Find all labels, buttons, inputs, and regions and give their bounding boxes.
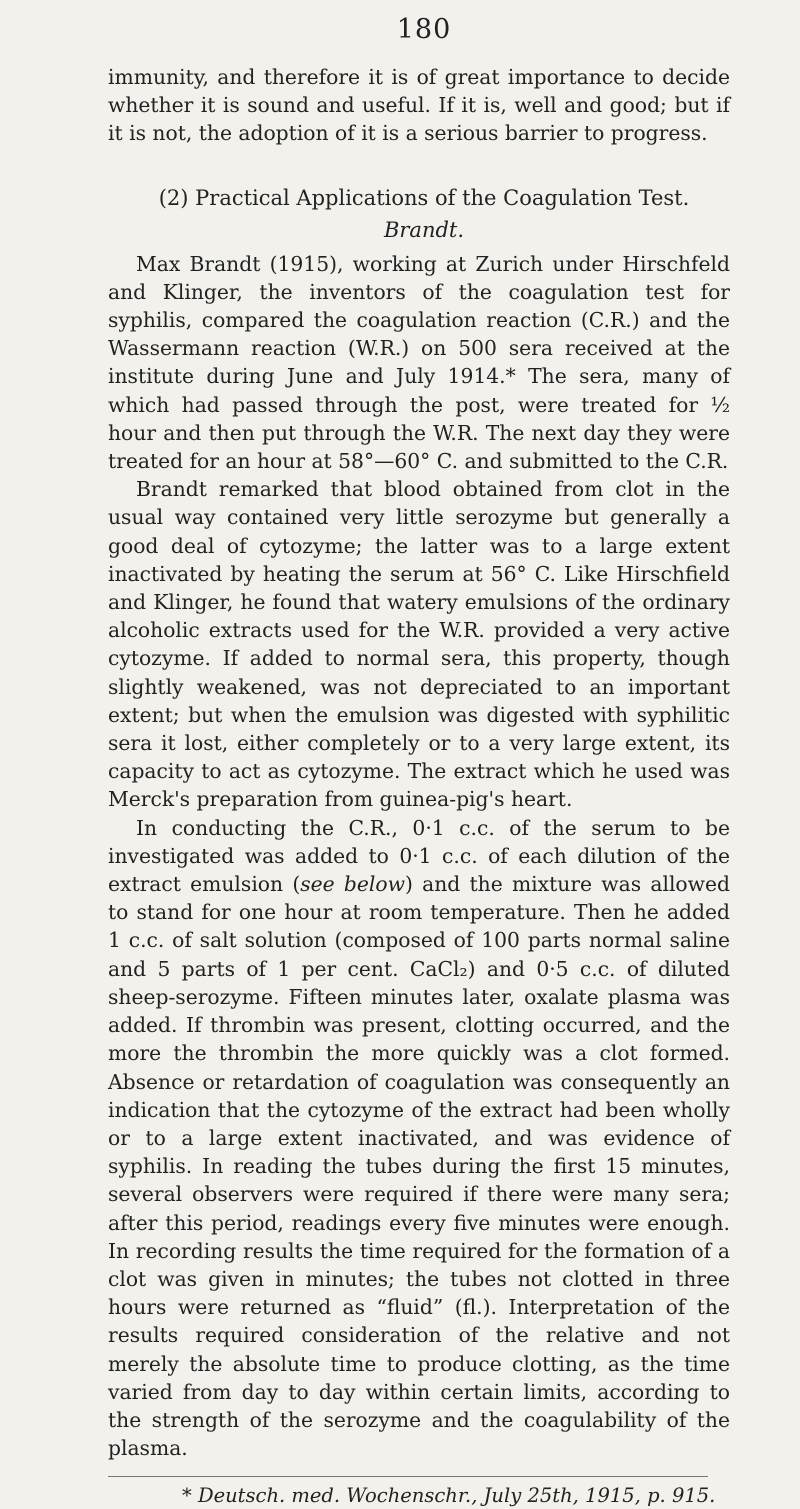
- paragraph-brandt-remarks: Brandt remarked that blood obtained from clot in the usual way contained very little serozyme but generally a good deal of cytozyme; the latter was to a large extent inactivated by heating the serum at 56° C. Like Hirschfield and Klinger, he found that watery emulsions of the ordinary alcoholic extracts used for the W.R. provided a very active cytozyme. If added to normal sera, this property, though slightly weakened, was not depreciated to an important extent; but when the emulsion was digested with syphilitic sera it lost, either completely or to a very large extent, its capacity to act as cytozyme. The extract which he used was Merck's preparation from guinea-pig's heart.: [108, 477, 730, 812]
- paragraph-brandt-study: Max Brandt (1915), working at Zurich under Hirschfeld and Klinger, the inventors of the coagulation test for syphilis, compared the coagulation reaction (C.R.) and the Wassermann reaction (W.R.) on 500 sera received at the institute during June and July 1914.* The sera, many of which had passed through the post, were treated for ½ hour and then put through the W.R. The next day they were treated for an hour at 58°—60° C. and submitted to the C.R.: [108, 251, 730, 474]
- paragraph-continued: immunity, and therefore it is of great importance to decide whether it is sound and useful. If it is, well and good; but if it is not, the adoption of it is a serious barrier to progress.: [108, 65, 730, 146]
- footnote-divider: [108, 1476, 708, 1477]
- paragraph-conducting-cr: [108, 814, 730, 1463]
- section-subheading: Brandt.: [383, 217, 465, 242]
- page-number: 180: [396, 14, 452, 45]
- section-heading: (2) Practical Applications of the Coagulation Test.: [158, 185, 690, 210]
- paragraph-italic-text: see below: [300, 872, 405, 897]
- paragraph-text-part: ) and the mixture was allowed to stand for one hour at room temperature. Then he added 1 c.c. of salt solution (composed of 100 parts normal saline and 5 parts of 1 per cent. CaCl₂) and 0·5 c.c. of diluted sheep-serozyme. Fifteen minutes later, oxalate plasma was added. If thrombin was present, clotting occurred, and the more the thrombin the more quickly was a clot formed. Absence or retardation of coagulation was consequently an indication that the cytozyme of the extract had been wholly or to a large extent inactivated, and was evidence of syphilis. In reading the tubes during the first 15 minutes, several observers were required if there were many sera; after this period, readings every five minutes were enough. In recording results the time required for the formation of a clot was given in minutes; the tubes not clotted in three hours were returned as “fluid” (fl.). Interpretation of the results required consideration of the relative and not merely the absolute time to produce clotting, as the time varied from day to day within certain limits, according to the strength of the serozyme and the coagulability of the plasma.: [108, 872, 730, 1461]
- paragraph-text-part: In conducting the C.R., 0·1 c.c. of the serum to be investigated was added to 0·1 c.c. of each dilution of the extract emulsion (: [108, 815, 730, 897]
- footnote: * Deutsch. med. Wochenschr., July 25th, 1915, p. 915.: [182, 1484, 716, 1508]
